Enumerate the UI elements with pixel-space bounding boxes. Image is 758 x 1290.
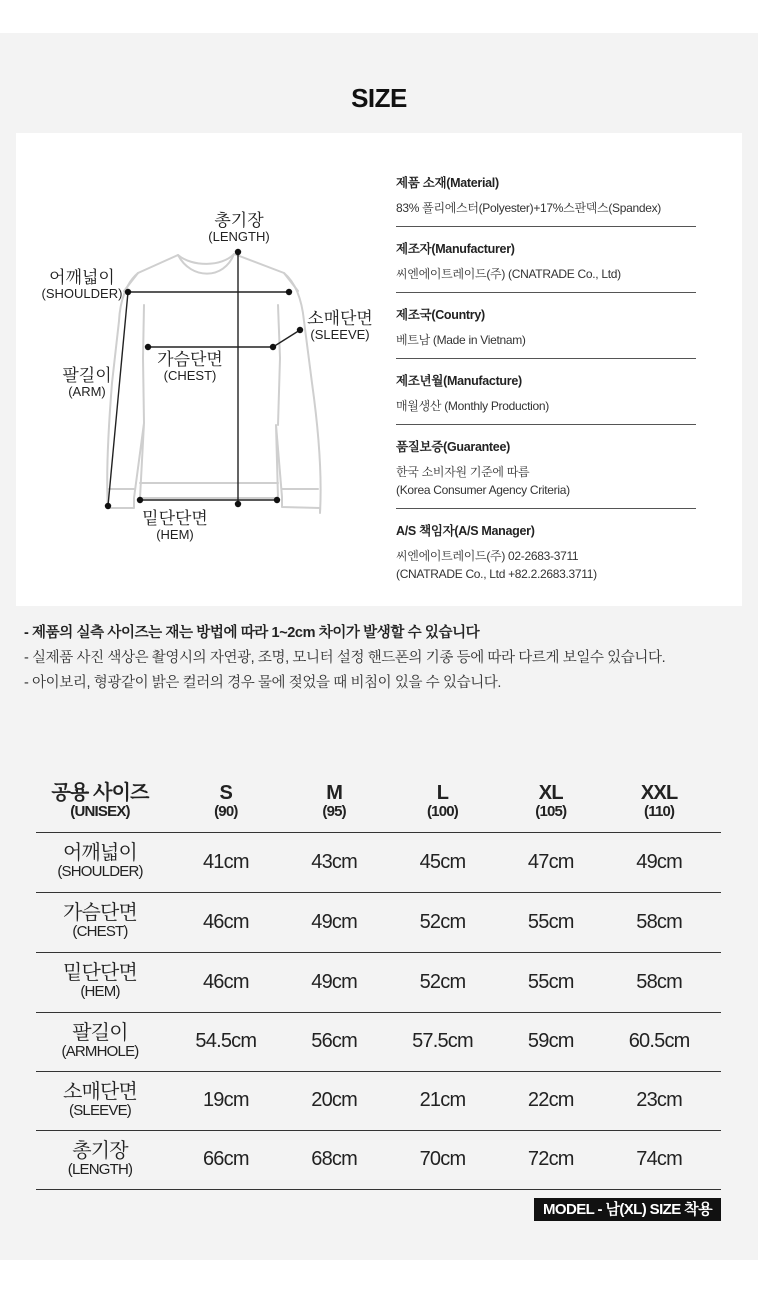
- info-as-manager-value-1: 씨엔에이트레이드(주) 02-2683-3711: [396, 549, 579, 563]
- info-manufacture-date: [396, 371, 696, 425]
- info-manufacture-date-head: 제조년월(Manufacture): [396, 374, 522, 388]
- table-cell: 49cm: [597, 832, 721, 892]
- shoulder-label-ko: 어깨넓이: [49, 268, 115, 287]
- table-row-chest: [36, 892, 721, 952]
- size-label: L: [436, 781, 449, 804]
- table-row-armhole: [36, 1012, 721, 1071]
- sleeve-label: [305, 310, 375, 341]
- size-col-xxl: [597, 771, 721, 832]
- table-row-sleeve: [36, 1071, 721, 1130]
- sleeve-label-ko: 소매단면: [307, 309, 373, 328]
- chest-label-en: (CHEST): [163, 367, 217, 383]
- table-cell: 49cm: [288, 952, 381, 1012]
- page-title: SIZE: [351, 83, 407, 113]
- info-material: [396, 173, 696, 227]
- size-col-l: [381, 771, 505, 832]
- row-label: [36, 1012, 164, 1071]
- table-cell: 45cm: [381, 832, 505, 892]
- row-label-ko: 어깨넓이: [62, 842, 138, 865]
- table-row-hem: [36, 952, 721, 1012]
- table-cell: 52cm: [381, 892, 505, 952]
- row-label: [36, 832, 164, 892]
- table-cell: 68cm: [288, 1130, 381, 1189]
- row-label: [36, 1071, 164, 1130]
- arm-label-ko: 팔길이: [62, 366, 112, 385]
- garment-diagram: [16, 133, 396, 606]
- shoulder-label: [36, 269, 128, 300]
- length-label: [198, 212, 280, 243]
- row-label: [36, 1130, 164, 1189]
- size-sub: (90): [214, 802, 238, 820]
- arm-label: [52, 367, 122, 398]
- size-label: XL: [538, 781, 563, 804]
- size-col-xl: [504, 771, 597, 832]
- size-col-s: [164, 771, 288, 832]
- size-table-header: [36, 771, 721, 832]
- table-cell: 46cm: [164, 952, 288, 1012]
- hem-label-en: (HEM): [156, 526, 194, 542]
- table-cell: 72cm: [504, 1130, 597, 1189]
- row-label-en: (ARMHOLE): [61, 1042, 139, 1060]
- chest-label: [152, 351, 228, 382]
- model-size-badge: MODEL - 남(XL) SIZE 착용: [534, 1198, 721, 1221]
- info-material-head: 제품 소재(Material): [396, 176, 499, 190]
- info-manufacturer-value: 씨엔에이트레이드(주) (CNATRADE Co., Ltd): [396, 267, 621, 281]
- table-cell: 20cm: [288, 1071, 381, 1130]
- table-cell: 46cm: [164, 892, 288, 952]
- info-guarantee-head: 품질보증(Guarantee): [396, 440, 510, 454]
- note-transparency: - 아이보리, 형광같이 밝은 컬러의 경우 물에 젖었을 때 비침이 있을 수 있습니다.: [24, 675, 502, 691]
- info-as-manager: [396, 521, 696, 592]
- size-sub: (100): [426, 802, 458, 820]
- table-row-length: [36, 1130, 721, 1189]
- table-cell: 55cm: [504, 892, 597, 952]
- table-cell: 66cm: [164, 1130, 288, 1189]
- table-cell: 59cm: [504, 1012, 597, 1071]
- table-cell: 54.5cm: [164, 1012, 288, 1071]
- note-color: - 실제품 사진 색상은 촬영시의 자연광, 조명, 모니터 설정 핸드폰의 기종 등에 따라 다르게 보일수 있습니다.: [24, 650, 666, 666]
- table-cell: 19cm: [164, 1071, 288, 1130]
- row-label-en: (CHEST): [72, 923, 128, 941]
- row-label-en: (SLEEVE): [69, 1101, 131, 1119]
- table-cell: 23cm: [597, 1071, 721, 1130]
- product-info-list: [396, 173, 696, 604]
- table-cell: 47cm: [504, 832, 597, 892]
- table-cell: 22cm: [504, 1071, 597, 1130]
- table-cell: 74cm: [597, 1130, 721, 1189]
- size-col-m: [288, 771, 381, 832]
- info-guarantee: [396, 437, 696, 509]
- info-guarantee-value-2: (Korea Consumer Agency Criteria): [396, 483, 570, 497]
- table-cell: 41cm: [164, 832, 288, 892]
- table-cell: 70cm: [381, 1130, 505, 1189]
- row-label-ko: 총기장: [72, 1139, 128, 1162]
- row-label-en: (SHOULDER): [57, 863, 143, 881]
- size-label: M: [326, 781, 343, 804]
- table-cell: 56cm: [288, 1012, 381, 1071]
- row-label-en: (HEM): [80, 983, 120, 1001]
- table-cell: 55cm: [504, 952, 597, 1012]
- info-manufacturer: [396, 239, 696, 293]
- row-label-ko: 밑단단면: [62, 962, 138, 985]
- info-country: [396, 305, 696, 359]
- table-cell: 49cm: [288, 892, 381, 952]
- chest-label-ko: 가슴단면: [157, 350, 223, 369]
- row-label-ko: 소매단면: [62, 1080, 138, 1103]
- size-header-ko: 공용 사이즈: [51, 781, 149, 804]
- hem-label-ko: 밑단단면: [142, 509, 208, 528]
- product-info-panel: [16, 133, 742, 606]
- table-row-shoulder: [36, 832, 721, 892]
- info-manufacturer-head: 제조자(Manufacturer): [396, 242, 515, 256]
- row-label: [36, 952, 164, 1012]
- info-country-head: 제조국(Country): [396, 308, 485, 322]
- table-cell: 60.5cm: [597, 1012, 721, 1071]
- table-cell: 43cm: [288, 832, 381, 892]
- hem-label: [132, 510, 218, 541]
- info-guarantee-value-1: 한국 소비자원 기준에 따름: [396, 465, 530, 479]
- size-sub: (110): [644, 802, 675, 820]
- row-label-ko: 팔길이: [72, 1021, 128, 1044]
- info-material-value: 83% 폴리에스터(Polyester)+17%스판덱스(Spandex): [396, 201, 661, 215]
- size-label: XXL: [640, 781, 678, 804]
- table-cell: 58cm: [597, 892, 721, 952]
- notes: [24, 621, 744, 696]
- size-header-unisex: [36, 771, 164, 832]
- size-table: [36, 771, 721, 1190]
- row-label-ko: 가슴단면: [62, 902, 138, 925]
- shoulder-label-en: (SHOULDER): [41, 285, 123, 301]
- size-sub: (95): [322, 802, 346, 820]
- info-as-manager-value-2: (CNATRADE Co., Ltd +82.2.2683.3711): [396, 567, 597, 581]
- size-label: S: [219, 781, 233, 804]
- table-cell: 21cm: [381, 1071, 505, 1130]
- size-sub: (105): [535, 802, 567, 820]
- info-as-manager-head: A/S 책임자(A/S Manager): [396, 524, 535, 538]
- note-measurement: - 제품의 실측 사이즈는 재는 방법에 따라 1~2cm 차이가 발생할 수 있습니다: [24, 625, 480, 641]
- table-cell: 57.5cm: [381, 1012, 505, 1071]
- info-country-value: 베트남 (Made in Vietnam): [396, 333, 526, 347]
- info-manufacture-date-value: 매월생산 (Monthly Production): [396, 399, 549, 413]
- table-cell: 52cm: [381, 952, 505, 1012]
- size-header-en: (UNISEX): [70, 802, 130, 820]
- row-label: [36, 892, 164, 952]
- length-label-ko: 총기장: [214, 211, 264, 230]
- arm-label-en: (ARM): [68, 383, 106, 399]
- table-cell: 58cm: [597, 952, 721, 1012]
- sleeve-label-en: (SLEEVE): [310, 326, 370, 342]
- length-label-en: (LENGTH): [208, 228, 270, 244]
- row-label-en: (LENGTH): [67, 1160, 133, 1178]
- page-background: [0, 33, 758, 1260]
